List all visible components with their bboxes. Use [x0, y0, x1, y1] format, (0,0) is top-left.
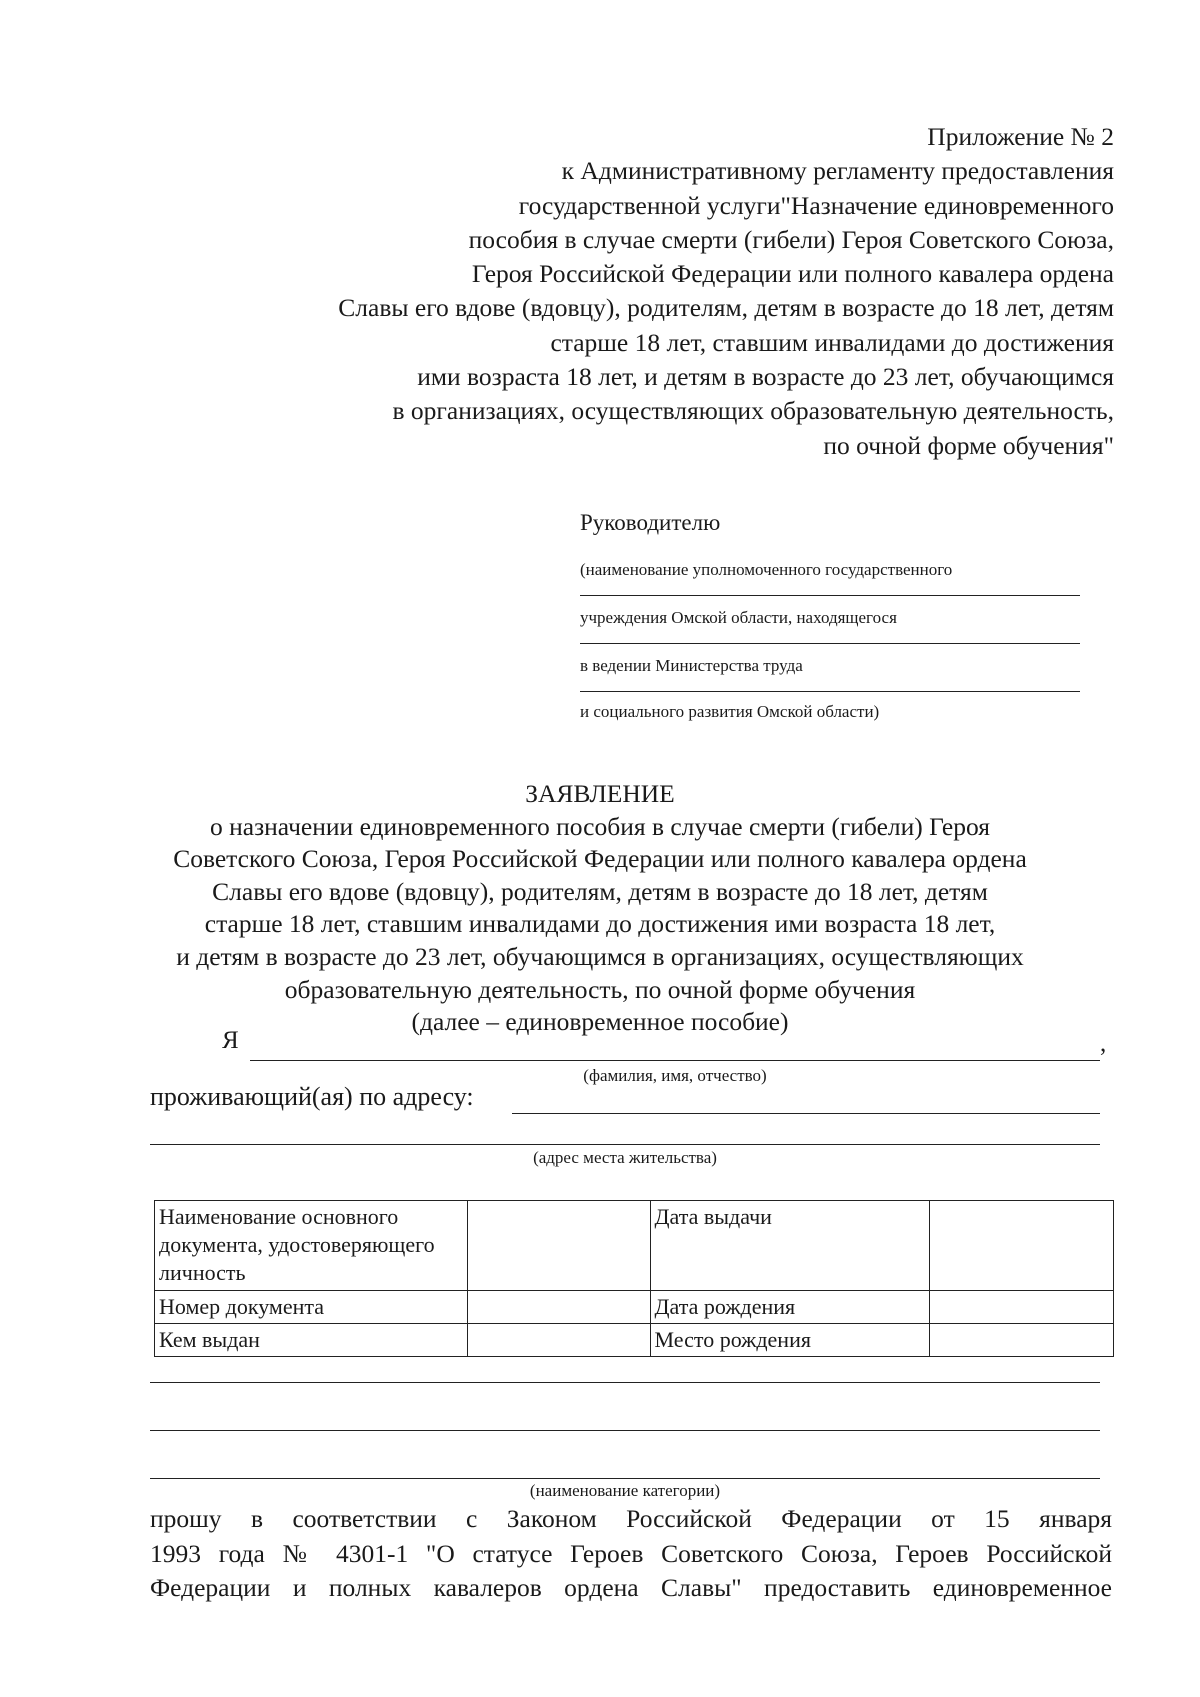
category-field[interactable]: [150, 1430, 1100, 1431]
birth-date-value-cell[interactable]: [930, 1291, 1114, 1324]
appendix-line: Славы его вдове (вдовцу), родителям, детям в возрасте до 18 лет, детям: [338, 293, 1114, 323]
applicant-suffix: ,: [1100, 1030, 1107, 1057]
issued-by-value-cell[interactable]: [467, 1324, 650, 1357]
residence-label: проживающий(ая) по адресу:: [150, 1082, 474, 1111]
statement-line: (далее – единовременное пособие): [411, 1007, 789, 1037]
addressee-hint: учреждения Омской области, находящегося: [580, 608, 897, 627]
request-line: 1993 года № 4301-1 "О статусе Героев Советского Союза, Героев Российской: [150, 1538, 1112, 1568]
statement-line: Славы его вдове (вдовцу), родителям, детям в возрасте до 18 лет, детям: [212, 876, 988, 906]
issue-date-label: Дата выдачи: [650, 1201, 930, 1291]
addressee-hint: (наименование уполномоченного государственного: [580, 560, 953, 579]
birth-place-label: Место рождения: [650, 1324, 930, 1357]
birth-place-value-cell[interactable]: [930, 1324, 1114, 1357]
issued-by-label: Кем выдан: [155, 1324, 468, 1357]
statement-title: ЗАЯВЛЕНИЕ: [525, 779, 675, 808]
appendix-line: государственной услуги"Назначение единовременного: [518, 190, 1114, 220]
statement-title-block: [120, 778, 1080, 1039]
request-paragraph: [150, 1502, 1112, 1606]
identity-document-table: [154, 1200, 1114, 1357]
category-field[interactable]: [150, 1478, 1100, 1479]
full-name-field[interactable]: [250, 1060, 1100, 1061]
table-row: [155, 1291, 1114, 1324]
category-field[interactable]: [150, 1382, 1100, 1383]
address-caption: (адрес места жительства): [533, 1148, 717, 1167]
request-line: прошу в соответствии с Законом Российской Федерации от 15 января: [150, 1504, 1112, 1533]
appendix-line: ими возраста 18 лет, и детям в возрасте до 23 лет, обучающимся: [417, 362, 1114, 392]
addressee-field[interactable]: [580, 644, 1080, 692]
appendix-line: старше 18 лет, ставшим инвалидами до достижения: [550, 327, 1114, 357]
doc-name-value-cell[interactable]: [467, 1201, 650, 1291]
addressee-hint: в ведении Министерства труда: [580, 656, 803, 675]
statement-line: и детям в возрасте до 23 лет, обучающимся в организациях, осуществляющих: [176, 941, 1024, 971]
table-row: [155, 1324, 1114, 1357]
statement-line: Советского Союза, Героя Российской Федерации или полного кавалера ордена: [173, 844, 1027, 874]
statement-line: о назначении единовременного пособия в случае смерти (гибели) Героя: [210, 811, 990, 841]
issue-date-value-cell[interactable]: [930, 1201, 1114, 1291]
category-caption: (наименование категории): [529, 1481, 721, 1500]
doc-name-label: Наименование основного документа, удостоверяющего личность: [155, 1201, 468, 1291]
addressee-heading: Руководителю: [580, 510, 721, 535]
addressee-field[interactable]: [580, 596, 1080, 644]
appendix-line: Приложение № 2: [927, 122, 1114, 151]
request-line: Федерации и полных кавалеров ордена Славы" предоставить единовременное: [150, 1573, 1112, 1602]
statement-line: образовательную деятельность, по очной форме обучения: [284, 974, 916, 1004]
appendix-line: пособия в случае смерти (гибели) Героя Советского Союза,: [468, 224, 1114, 254]
statement-line: старше 18 лет, ставшим инвалидами до достижения ими возраста 18 лет,: [204, 909, 996, 939]
appendix-line: по очной форме обучения": [823, 430, 1114, 460]
applicant-prefix: Я: [222, 1027, 239, 1054]
appendix-line: в организациях, осуществляющих образовательную деятельность,: [392, 396, 1114, 426]
full-name-caption: (фамилия, имя, отчество): [583, 1066, 767, 1085]
addressee-block: [580, 508, 1080, 726]
table-row: [155, 1201, 1114, 1291]
addressee-hint: и социального развития Омской области): [580, 702, 880, 721]
addressee-field: [580, 692, 1080, 726]
addressee-field[interactable]: [580, 548, 1080, 596]
address-field[interactable]: [512, 1113, 1100, 1114]
address-field-continued[interactable]: [150, 1144, 1100, 1145]
appendix-line: Героя Российской Федерации или полного кавалера ордена: [471, 259, 1114, 289]
appendix-line: к Административному регламенту предоставления: [561, 156, 1114, 186]
appendix-header: [214, 120, 1114, 463]
doc-number-label: Номер документа: [155, 1291, 468, 1324]
birth-date-label: Дата рождения: [650, 1291, 930, 1324]
doc-number-value-cell[interactable]: [467, 1291, 650, 1324]
